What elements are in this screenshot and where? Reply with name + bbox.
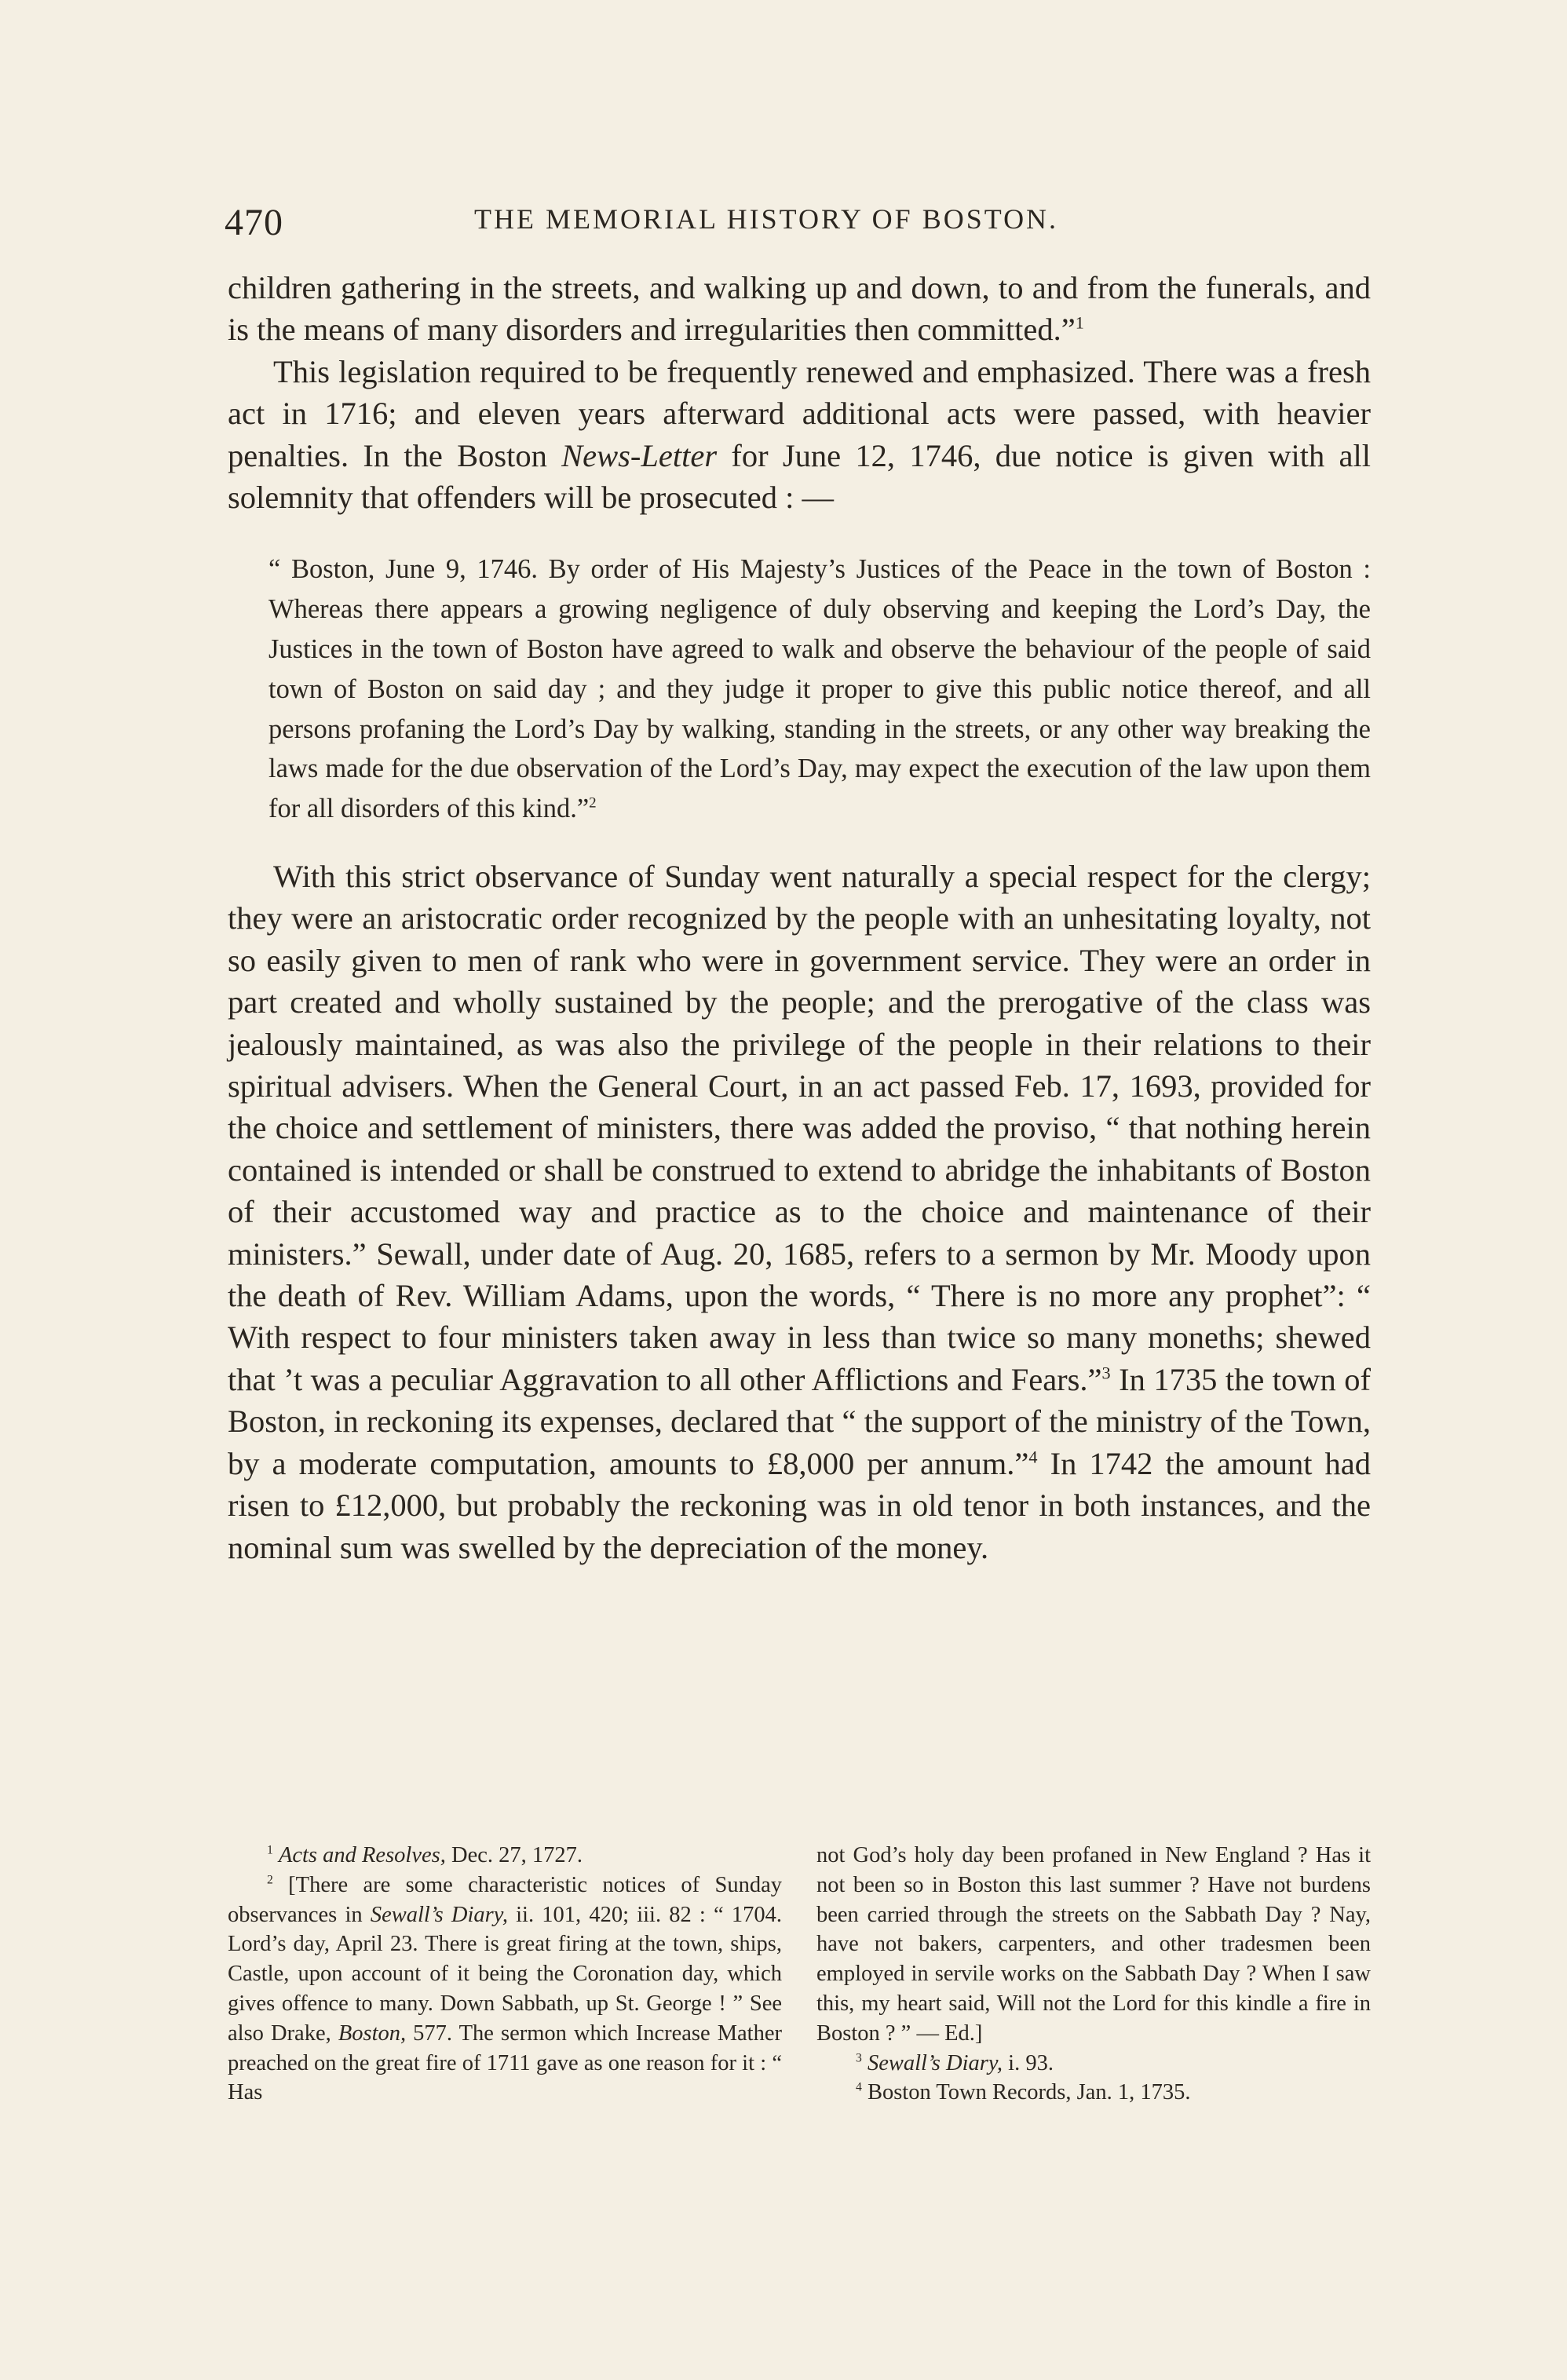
- footnote-2-mark: 2: [267, 1873, 273, 1887]
- footnote-4-text: Boston Town Records, Jan. 1, 1735.: [861, 2080, 1191, 2105]
- main-text: [228, 267, 1371, 1568]
- paragraph-1: [228, 267, 1371, 351]
- footnote-2-title-a: Sewall’s Diary,: [370, 1902, 508, 1927]
- footnotes-column: [228, 1841, 782, 2108]
- paragraph-1-text: children gathering in the streets, and walking up and down, to and from the funerals, and is the means of many disorders and irregularities then committed.”: [228, 270, 1371, 348]
- footnote-ref-4: 4: [1028, 1447, 1038, 1467]
- footnote-1-text: Dec. 27, 1727.: [445, 1843, 583, 1867]
- footnote-1: [228, 1841, 782, 1871]
- footnote-ref-2: 2: [589, 794, 597, 812]
- footnote-3: [816, 2049, 1371, 2079]
- footnote-2-text-a: [There are some characteristic notices of Sunday observances in: [228, 1872, 782, 1927]
- running-title: THE MEMORIAL HISTORY OF BOSTON.: [474, 203, 1059, 235]
- footnote-3-title: Sewall’s Diary,: [867, 2050, 1003, 2075]
- footnote-4-mark: 4: [856, 2080, 862, 2094]
- paragraph-3: [228, 856, 1371, 1568]
- paragraph-2-text-a: This legislation required to be frequently renewed and emphasized. There was a fresh act in 1716; and eleven years afterward additional acts were passed, with heavier penalties. In the Boston: [228, 353, 1371, 473]
- paragraph-3-text-a: With this strict observance of Sunday went naturally a special respect for the clergy; they were an aristocratic order recognized by the people with an unhesitating loyalty, not so easily given to men of rank who were in government service. They were an order in part created and wholly sustained by the people; and the prerogative of the class was jealously maintained, as was also the privilege of the people in their relations to their spiritual advisers. When the General Court, in an act passed Feb. 17, 1693, provided for the choice and settlement of ministers, there was added the proviso, “ that nothing herein contained is intended or shall be construed to extend to abridge the inhabitants of Boston of their accustomed way and practice as to the choice and maintenance of their ministers.” Sewall, under date of Aug. 20, 1685, refers to a sermon by Mr. Moody upon the death of Rev. William Adams, upon the words, “ There is no more any prophet”: “ With respect to four ministers taken away in less than twice so many moneths; shewed that ’t was a peculiar Aggravation to all other Afflictions and Fears.”: [228, 859, 1371, 1397]
- footnote-1-mark: 1: [267, 1843, 273, 1857]
- footnotes-column-2: [816, 1841, 1371, 2108]
- footnote-3-mark: 3: [856, 2051, 862, 2065]
- footnote-2-title-b: Boston,: [338, 2020, 407, 2046]
- paragraph-2-text-b: for June 12, 1746, due notice is given with all solemnity that offenders will be prosecuted : —: [228, 437, 1371, 516]
- footnote-ref-1: 1: [1075, 312, 1084, 333]
- footnote-1-title: Acts and Resolves,: [278, 1843, 446, 1867]
- footnote-2-continued: not God’s holy day been profaned in New England ? Has it not been so in Boston this last summer ? Have not burdens been carried through the streets on the Sabbath Day ? Nay, have not bakers, carpenters, and other tradesmen been employed in servile works on the Sabbath Day ? When I saw this, my heart said, Will not the Lord for this kindle a fire in Boston ? ” — Ed.]: [816, 1843, 1371, 2046]
- footnote-2: [228, 1871, 782, 2108]
- page-header: [225, 198, 1379, 245]
- footnote-3-text: i. 93.: [1003, 2050, 1054, 2075]
- footnote-2-text-b: ii. 101, 420; iii. 82 : “ 1704. Lord’s day, April 23. There is great firing at the town, ships, Castle, upon account of it being the Coronation day, which gives offence to many. Down Sabbath, up St. George ! ” See also Drake,: [228, 1902, 782, 2046]
- paragraph-3-text-b: In 1735 the town of Boston, in reckoning its expenses, declared that “ the support of the ministry of the Town, by a moderate computation, amounts to £8,000 per annum.”: [228, 1361, 1371, 1481]
- paragraph-2: [228, 351, 1371, 519]
- newspaper-title: News-Letter: [561, 437, 718, 473]
- footnote-ref-3: 3: [1101, 1363, 1111, 1383]
- block-quote-text: “ Boston, June 9, 1746. By order of His Majesty’s Justices of the Peace in the town of Boston : Whereas there appears a growing negligence of duly observing and keeping the Lord’s Day, the Justices in the town of Boston have agreed to walk and observe the behaviour of the people of said town of Boston on said day ; and they judge it proper to give this public notice thereof, and all persons profaning the Lord’s Day by walking, standing in the streets, or any other way breaking the laws made for the due observation of the Lord’s Day, may expect the execution of the law upon them for all disorders of this kind.”: [268, 554, 1371, 824]
- page-number: 470: [225, 202, 283, 243]
- paragraph-3-text-c: In 1742 the amount had risen to £12,000, but probably the reckoning was in old tenor in both instances, and the nominal sum was swelled by the depreciation of the money.: [228, 1445, 1372, 1565]
- footnote-2-text-c: 577. The sermon which Increase Mather preached on the great fire of 1711 gave as one reason for it : “ Has: [228, 2020, 782, 2105]
- footnotes: [228, 1841, 1371, 2108]
- block-quote: [268, 549, 1371, 829]
- footnote-4: [816, 2078, 1371, 2108]
